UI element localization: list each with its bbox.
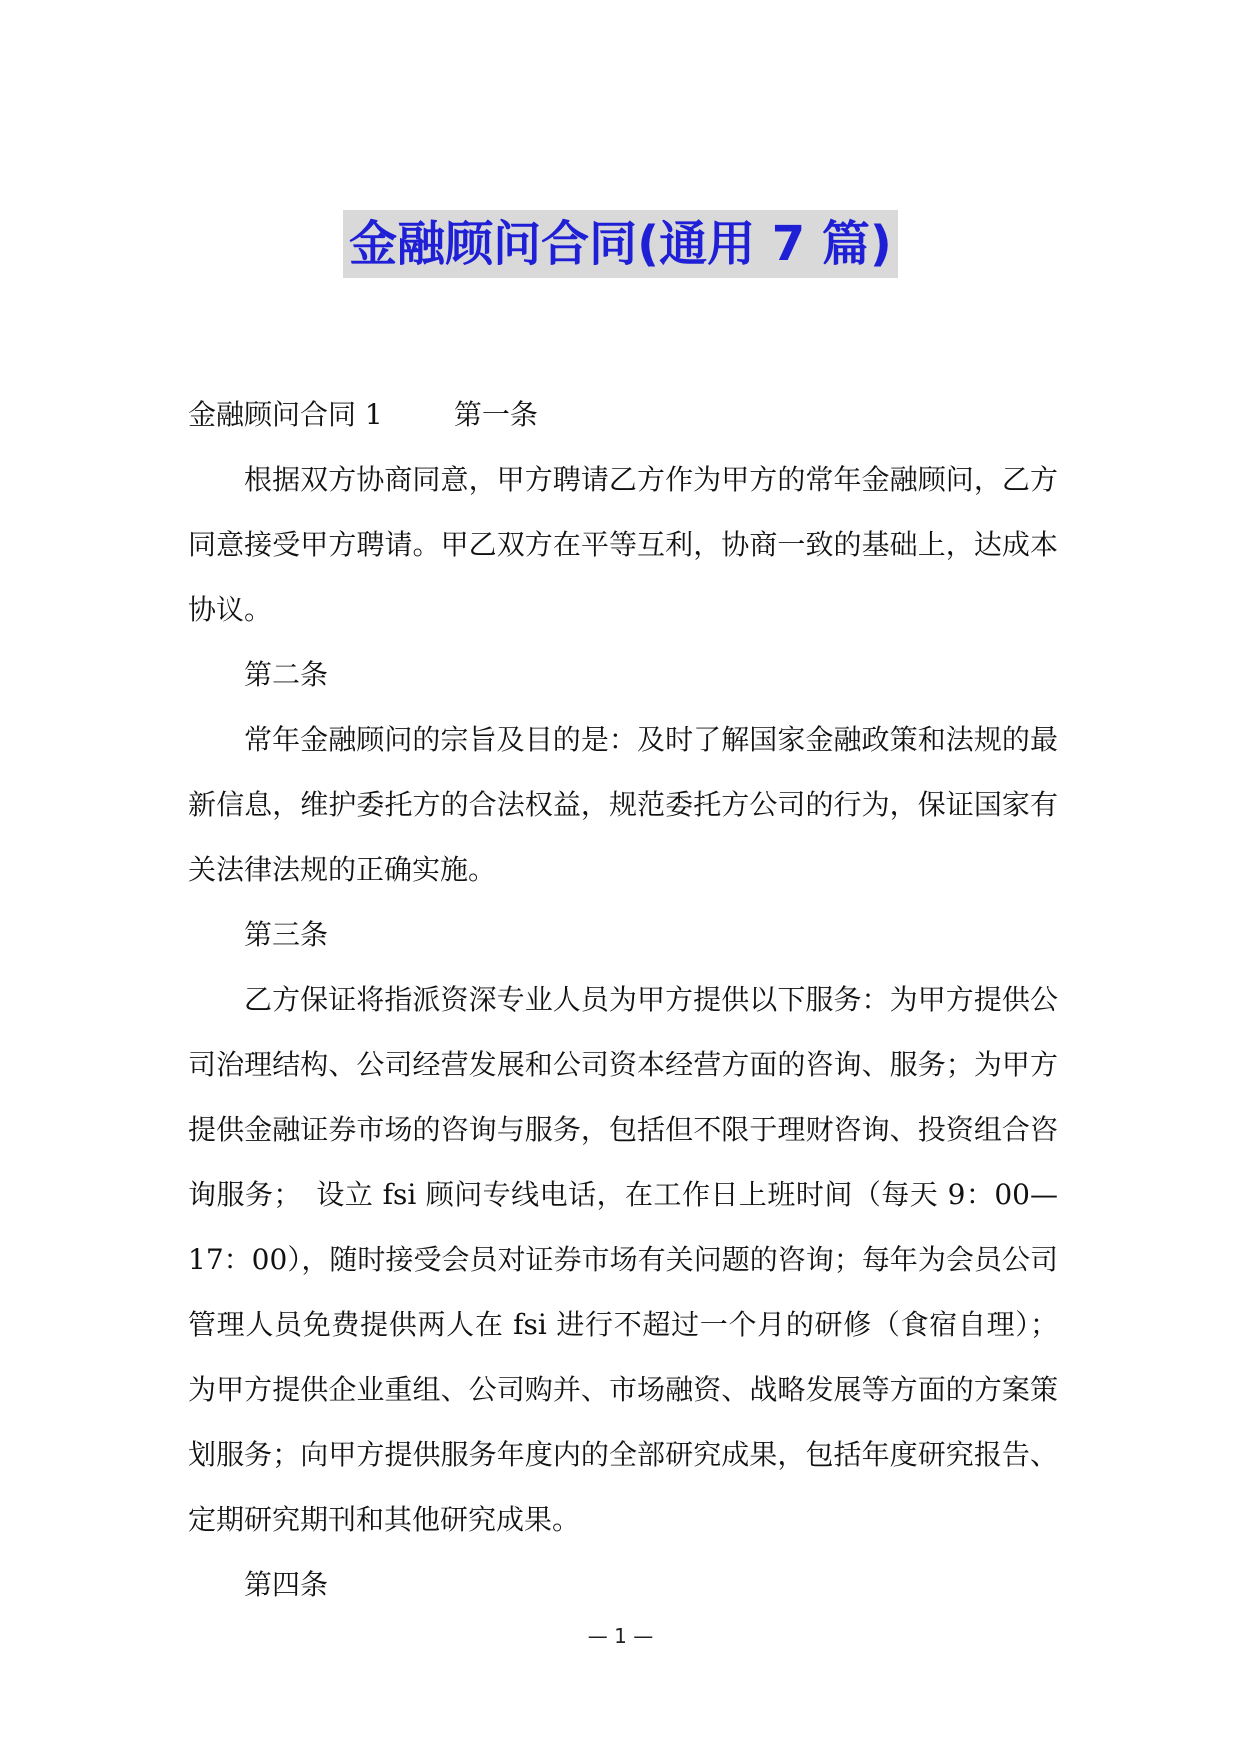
paragraph-article-two: 常年金融顾问的宗旨及目的是：及时了解国家金融政策和法规的最新信息，维护委托方的合法权益，规范委托方公司的行为，保证国家有关法律法规的正确实施。	[188, 723, 1058, 886]
contract-number: 金融顾问合同 1	[188, 398, 383, 431]
paragraph-article-one: 根据双方协商同意，甲方聘请乙方作为甲方的常年金融顾问，乙方同意接受甲方聘请。甲乙双方在平等互利，协商一致的基础上，达成本协议。	[188, 463, 1058, 626]
document-body	[188, 382, 1058, 1617]
article-four-heading: 第四条	[244, 1568, 329, 1601]
article-two-heading: 第二条	[244, 658, 329, 691]
contract-heading-line	[188, 382, 1058, 447]
document-title: 金融顾问合同(通用 7 篇)	[343, 210, 898, 278]
heading-gap	[383, 398, 454, 431]
article-three-heading: 第三条	[244, 918, 329, 951]
article-one-heading: 第一条	[453, 398, 538, 431]
page-number: — 1 —	[587, 1624, 654, 1648]
paragraph-article-three: 乙方保证将指派资深专业人员为甲方提供以下服务：为甲方提供公司治理结构、公司经营发展和公司资本经营方面的咨询、服务；为甲方提供金融证券市场的咨询与服务，包括但不限于理财咨询、投资组合咨询服务； 设立 fsi 顾问专线电话，在工作日上班时间（每天 9：00—17：00），随时接受会员对证券市场有关问题的咨询；每年为会员公司管理人员免费提供两人在 fsi 进行不超过一个月的研修（食宿自理）；为甲方提供企业重组、公司购并、市场融资、战略发展等方面的方案策划服务；向甲方提供服务年度内的全部研究成果，包括年度研究报告、定期研究期刊和其他研究成果。	[188, 983, 1058, 1536]
title-container	[0, 210, 1241, 278]
